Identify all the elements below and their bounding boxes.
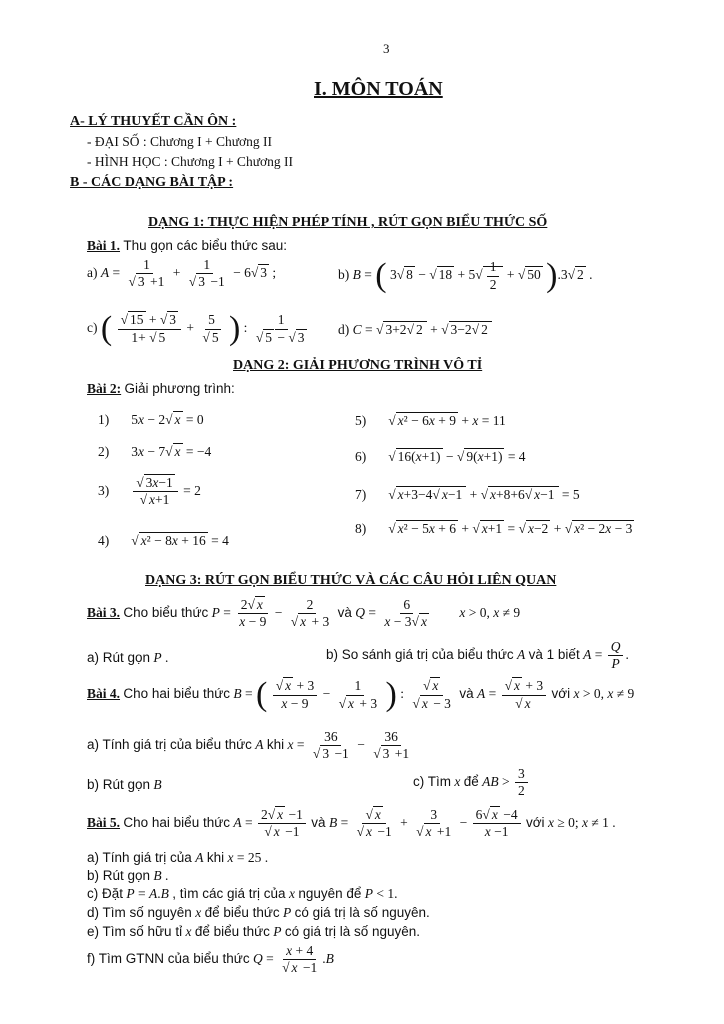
section-b-heading: B - CÁC DẠNG BÀI TẬP :: [70, 175, 234, 190]
bai4-c: c) Tìm x để AB > $\frac{3}{2}$: [413, 767, 530, 798]
eq-5: 5) √ x² − 6x + 9 + x = 11: [355, 413, 506, 428]
page-title: I. MÔN TOÁN: [314, 78, 443, 100]
page-number: 3: [383, 41, 390, 56]
bai3-b: b) So sánh giá trị của biểu thức A và 1 biết A = $\frac{Q}{P}$ .: [326, 639, 629, 672]
eq-1: 1) 5x − 2√ x = 0: [98, 412, 204, 427]
eq-6: 6) √ 16(x+1) − √ 9(x+1) = 4: [355, 449, 526, 464]
bai5-f: f) Tìm GTNN của biểu thức Q = $\frac{x + 4}{√ x -1}$ .B: [87, 943, 334, 976]
section-a-heading: A- LÝ THUYẾT CẦN ÔN :: [70, 114, 237, 129]
bai2: Bài 2: Giải phương trình:: [87, 381, 235, 396]
eq-4: 4) √ x² − 8x + 16 = 4: [98, 533, 229, 548]
bai4-b: b) Rút gọn B: [87, 777, 162, 792]
eq-7: 7) √ x+3−4√ x−1 + √ x+8+6√ x−1 = 5: [355, 487, 580, 502]
bai1-b: b) B = ( 3√ 8 − √ 18 + 5√ $\frac{1}{2}$ + √ 50 ).3√ 2 .: [338, 257, 593, 294]
bai1-a: a) A = $\frac{1}{√ 3 +1}$ + $\frac{1}{√ 3 -1}$ − 6√ 3 ;: [87, 257, 277, 290]
dang2-title: DẠNG 2: GIẢI PHƯƠNG TRÌNH VÔ TỈ: [233, 358, 483, 373]
bai1: Bài 1. Thu gọn các biểu thức sau:: [87, 238, 288, 253]
bai1-d: d) C = √ 3+2√ 2 + √ 3−2√ 2: [338, 322, 492, 338]
bai5-d: d) Tìm số nguyên x để biểu thức P có giá trị là số nguyên.: [87, 905, 430, 920]
bai5-e: e) Tìm số hữu tỉ x để biểu thức P có giá trị là số nguyên.: [87, 924, 421, 939]
eq-2: 2) 3x − 7√ x = −4: [98, 444, 212, 459]
eq-8: 8) √ x² − 5x + 6 + √ x+1 = √ x−2 + √ x² − 2x − 3: [355, 521, 633, 536]
section-a-item: - HÌNH HỌC : Chương I + Chương II: [87, 154, 294, 169]
bai5-b: b) Rút gọn B .: [87, 868, 169, 883]
bai5: Bài 5. Cho hai biểu thức A = $\frac{2√ x -1}{√ x -1}$ và B = $\frac{√ x}{√ x -1}$ + $\frac{3}{√ x +1}$ − $\frac{6√ x -4}{x -1}$ với x ≥ 0; x ≠ 1 .: [87, 807, 616, 840]
dang1-title: DẠNG 1: THỰC HIỆN PHÉP TÍNH , RÚT GỌN BIỂU THỨC SỐ: [148, 215, 548, 230]
bai3: Bài 3. Cho biểu thức P = $\frac{2√ x}{x - 9}$ − $\frac{2}{√ x + 3}$ và Q = $\frac{6}{x - 3√ x}$ x > 0, x ≠ 9: [87, 597, 521, 630]
eq-3: 3) $\frac{√ 3x-1}{√ x+1}$ = 2: [98, 475, 201, 508]
bai5-a: a) Tính giá trị của A khi x = 25 .: [87, 850, 269, 865]
dang3-title: DẠNG 3: RÚT GỌN BIỂU THỨC VÀ CÁC CÂU HỎI LIÊN QUAN: [145, 573, 557, 588]
bai4: Bài 4. Cho hai biểu thức B = ( $\frac{√ x + 3}{x - 9}$ − $\frac{1}{√ x + 3}$ ) : $\frac{√ x}{√ x - 3}$ và A = $\frac{√ x + 3}{√ x}$ với x > 0, x ≠ 9: [87, 676, 635, 713]
bai5-c: c) Đặt P = A.B , tìm các giá trị của x nguyên để P < 1.: [87, 886, 398, 901]
bai4-a: a) Tính giá trị của biểu thức A khi x = $\frac{36}{√ 3 -1}$ − $\frac{36}{√ 3 +1}$: [87, 729, 410, 762]
section-a-item: - ĐẠI SỐ : Chương I + Chương II: [87, 134, 273, 149]
bai1-c: c) ( $\frac{√ 15 + √ 3}{1+ √ 5}$ + $\frac{5}{√ 5}$ ) : $\frac{1}{√ 5 - √ 3}$: [87, 310, 305, 347]
bai3-a: a) Rút gọn P .: [87, 650, 169, 665]
